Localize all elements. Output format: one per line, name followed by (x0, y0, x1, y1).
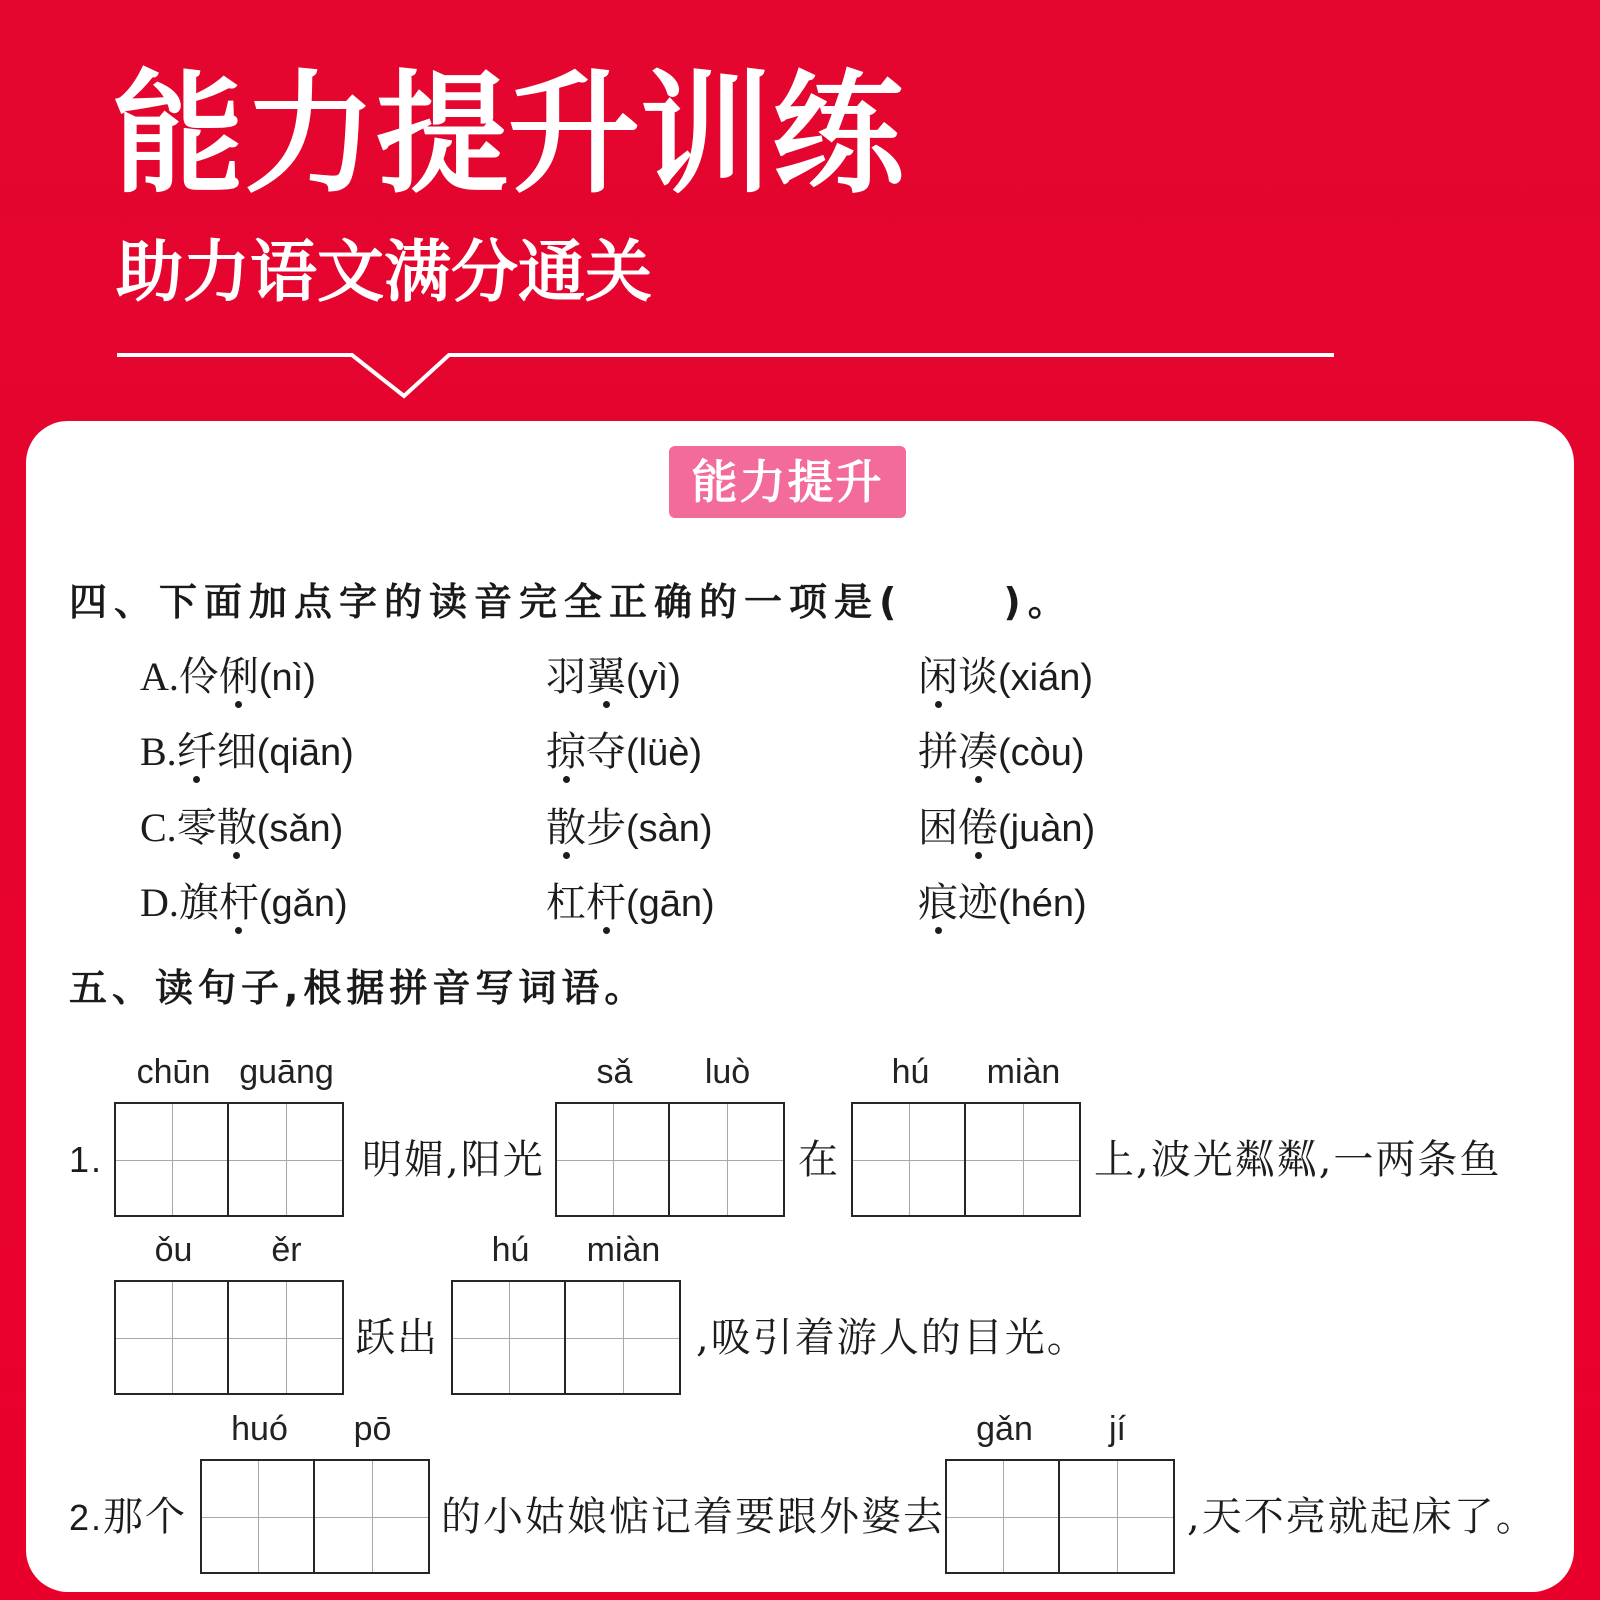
writing-cell (114, 1053, 229, 1217)
sentence-2-start (69, 1492, 187, 1543)
option-b-item-1 (140, 727, 354, 777)
writing-cell (555, 1053, 670, 1217)
pinyin-reading: (lüè) (626, 732, 703, 774)
writing-cell (315, 1410, 430, 1574)
word-part: 迹 (958, 880, 998, 926)
pinyin-hint: chūn (136, 1053, 211, 1091)
pinyin-reading: (juàn) (998, 808, 1096, 850)
sentence-1-text-c: 上,波光粼粼,一两条鱼 (1094, 1137, 1502, 1183)
option-d-item-2 (546, 878, 715, 928)
answer-box-5 (451, 1231, 681, 1395)
writing-cell (966, 1053, 1081, 1217)
question-4-stem (69, 578, 1073, 626)
option-c-item-3 (918, 803, 1095, 853)
writing-cell (114, 1231, 229, 1395)
dotted-character: 掠 (546, 729, 586, 775)
pinyin-reading: (sǎn) (256, 808, 344, 850)
pinyin-hint: jí (1109, 1410, 1126, 1448)
option-label: B. (140, 729, 177, 774)
pinyin-hint: miàn (986, 1053, 1061, 1091)
question-4-stem-text: 四、下面加点字的读音完全正确的一项是( (69, 580, 904, 624)
writing-cell (229, 1053, 344, 1217)
option-a-item-2 (546, 652, 681, 702)
option-label: A. (140, 654, 179, 699)
pinyin-hint: miàn (586, 1231, 661, 1269)
sentence-1-text-e: ,吸引着游人的目光。 (696, 1315, 1089, 1361)
writing-cell (200, 1410, 315, 1574)
word-part: 步 (586, 805, 626, 851)
answer-box-6 (200, 1410, 430, 1574)
sentence-2-text-c: ,天不亮就起床了。 (1187, 1494, 1538, 1540)
option-label: D. (140, 880, 179, 925)
option-d-item-3 (918, 878, 1087, 928)
word-part: 谈 (958, 654, 998, 700)
pinyin-reading: (nì) (258, 657, 316, 699)
option-b-item-3 (918, 727, 1085, 777)
answer-box-1 (114, 1053, 344, 1217)
dotted-character: 凑 (958, 729, 998, 775)
word-part: 羽 (546, 654, 586, 700)
section-badge: 能力提升 (669, 446, 906, 518)
dotted-character: 倦 (958, 805, 998, 851)
pinyin-hint: luò (704, 1053, 751, 1091)
pinyin-reading: (sàn) (626, 808, 713, 850)
pinyin-hint: hú (891, 1053, 930, 1091)
pinyin-hint: gǎn (976, 1410, 1033, 1448)
option-c-item-2 (546, 803, 713, 853)
pinyin-reading: (xián) (998, 657, 1094, 699)
dotted-character: 翼 (586, 654, 626, 700)
dotted-character: 俐 (218, 654, 259, 700)
sentence-2-text-b: 的小姑娘惦记着要跟外婆去 (441, 1494, 945, 1540)
page-title: 能力提升训练 (112, 58, 904, 212)
sentence-1-text-a: 明媚,阳光 (362, 1137, 545, 1183)
pinyin-reading: (yì) (626, 657, 681, 699)
sentence-1-text-d: 跃出 (355, 1315, 439, 1361)
option-a-item-1 (140, 652, 316, 702)
pinyin-reading: (còu) (998, 732, 1085, 774)
option-c-item-1 (140, 803, 343, 853)
word-part: 零 (176, 805, 217, 851)
word-part: 伶 (178, 654, 219, 700)
dotted-character: 闲 (918, 654, 958, 700)
sentence-1-text-b: 在 (798, 1137, 840, 1183)
answer-box-3 (851, 1053, 1081, 1217)
writing-cell (851, 1053, 966, 1217)
answer-box-7 (945, 1410, 1175, 1574)
writing-cell (670, 1053, 785, 1217)
question-4-stem-end: )。 (1003, 580, 1073, 624)
word-part: 夺 (586, 729, 626, 775)
pinyin-hint: ěr (271, 1231, 302, 1269)
word-part: 旗 (178, 880, 219, 926)
option-label: C. (140, 805, 177, 850)
chevron-divider (0, 0, 1600, 420)
sentence-2-text-a: 那个 (103, 1494, 188, 1540)
dotted-character: 散 (216, 805, 257, 851)
dotted-character: 痕 (918, 880, 958, 926)
word-part: 细 (216, 729, 257, 775)
sentence-1-number: 1. (69, 1139, 104, 1180)
dotted-character: 纤 (176, 729, 217, 775)
option-d-item-1 (140, 878, 348, 928)
pinyin-hint: guāng (239, 1053, 334, 1091)
pinyin-reading: (gān) (626, 883, 715, 925)
dotted-character: 杆 (586, 880, 626, 926)
writing-cell (566, 1231, 681, 1395)
writing-cell (451, 1231, 566, 1395)
answer-box-2 (555, 1053, 785, 1217)
pinyin-reading: (hén) (998, 883, 1087, 925)
word-part: 拼 (918, 729, 958, 775)
sentence-2-number: 2. (69, 1497, 104, 1538)
answer-box-4 (114, 1231, 344, 1395)
dotted-character: 杆 (218, 880, 259, 926)
pinyin-hint: ǒu (154, 1231, 193, 1269)
pinyin-hint: sǎ (596, 1053, 633, 1091)
pinyin-hint: hú (491, 1231, 530, 1269)
word-part: 困 (918, 805, 958, 851)
word-part: 杠 (546, 880, 586, 926)
question-5-stem: 五、读句子,根据拼音写词语。 (69, 966, 648, 1010)
writing-cell (945, 1410, 1060, 1574)
pinyin-reading: (gǎn) (258, 883, 348, 925)
option-b-item-2 (546, 727, 702, 777)
writing-cell (1060, 1410, 1175, 1574)
pinyin-reading: (qiān) (256, 732, 354, 774)
pinyin-hint: pō (353, 1410, 392, 1448)
page-subtitle: 助力语文满分通关 (116, 233, 652, 311)
dotted-character: 散 (546, 805, 586, 851)
writing-cell (229, 1231, 344, 1395)
pinyin-hint: huó (231, 1410, 288, 1448)
option-a-item-3 (918, 652, 1093, 702)
